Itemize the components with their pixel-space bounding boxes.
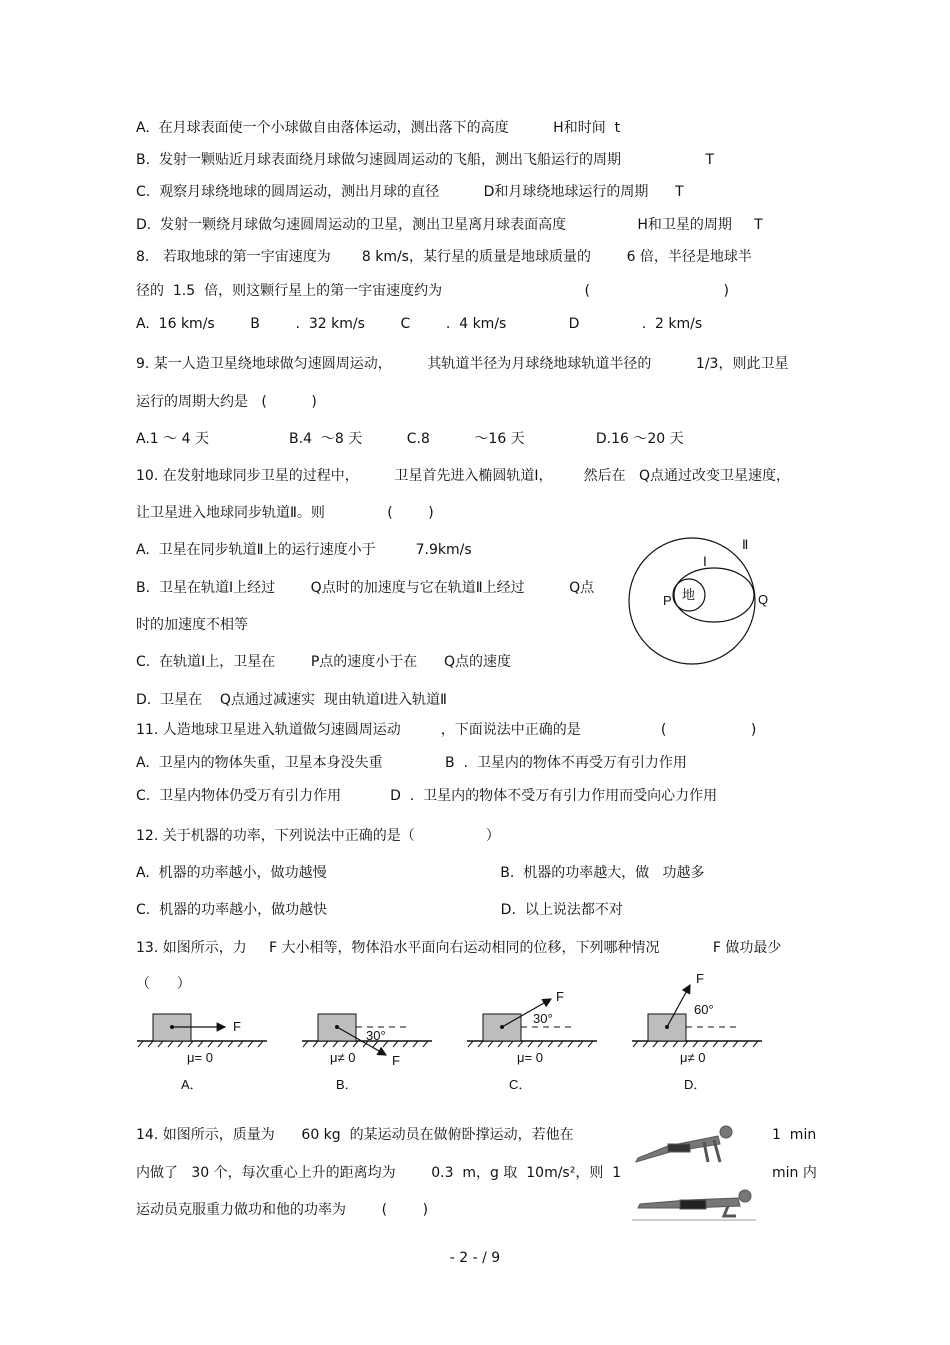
force-figure-d [628,965,768,1095]
point-q-label: Q [758,592,769,607]
athlete-up [636,1126,732,1162]
orbit-1-label: Ⅰ [703,554,707,569]
q14-right-2: min 内 [772,1165,817,1181]
q11-options-cd: C. 卫星内物体仍受万有引力作用 D . 卫星内的物体不受万有引力作用而受向心力作用 [136,788,718,804]
option-label: A． [181,1077,203,1092]
q12-options-ab: A. 机器的功率越小，做功越慢 B. 机器的功率越大，做 功越多 [136,865,705,881]
q10-stem-1: 10. 在发射地球同步卫星的过程中， 卫星首先进入椭圆轨道Ⅰ， 然后在 Q点通过改变卫星速度， [136,468,790,484]
q14-right-1: 1 min [772,1127,817,1143]
q10-option-c: C. 在轨道Ⅰ上，卫星在 P点的速度小于在 Q点的速度 [136,654,512,670]
q7-option-d: D. 发射一颗绕月球做匀速圆周运动的卫星，测出卫星离月球表面高度 H和卫星的周期 T [136,217,763,233]
point-p-label: P [663,593,672,608]
q7-option-c: C. 观察月球绕地球的圆周运动，测出月球的直径 D和月球绕地球运行的周期 T [136,184,684,200]
angle-label: 30° [366,1028,386,1043]
q10-option-b-cont: 时的加速度不相等 [136,617,248,633]
angle-label: 60° [694,1002,714,1017]
force-label: F [392,1053,400,1068]
orbit-diagram [620,528,790,668]
athlete-down [632,1190,756,1220]
mu-label: μ≠ 0 [330,1050,356,1065]
q7-option-b: B. 发射一颗贴近月球表面绕月球做匀速圆周运动的飞船，测出飞船运行的周期 T [136,152,715,168]
angle-label: 30° [533,1011,553,1026]
q14-stem-2: 内做了 30 个，每次重心上升的距离均为 0.3 m，g 取 10m/s²，则 1 [136,1165,622,1181]
mu-label: μ= 0 [517,1050,543,1065]
force-figure-b [298,995,438,1095]
earth-label: 地 [682,587,696,602]
q10-option-b: B. 卫星在轨道Ⅰ上经过 Q点时的加速度与它在轨道Ⅱ上经过 Q点 [136,580,595,596]
q12-options-cd: C. 机器的功率越小，做功越快 D. 以上说法都不对 [136,902,623,918]
mu-label: μ= 0 [187,1050,213,1065]
q9-stem-2: 运行的周期大约是 ( ) [136,394,317,410]
q12-stem: 12. 关于机器的功率，下列说法中正确的是（ ） [136,828,500,844]
q10-option-a: A. 卫星在同步轨道Ⅱ上的运行速度小于 7.9km/s [136,542,472,558]
q14-stem-3: 运动员克服重力做功和他的功率为 ( ) [136,1202,429,1218]
q10-option-d: D. 卫星在 Q点通过减速实 现由轨道Ⅰ进入轨道Ⅱ [136,692,447,708]
orbit-2-label: Ⅱ [742,537,749,552]
force-label: F [233,1019,241,1034]
mu-label: μ≠ 0 [680,1050,706,1065]
q9-options: A.1 ～ 4 天 B.4 ～8 天 C.8 ～16 天 D.16 ～20 天 [136,431,684,447]
q8-stem-1: 8. 若取地球的第一宇宙速度为 8 km/s，某行星的质量是地球质量的 6 倍，半径是地球半 [136,249,752,265]
option-label: D． [684,1077,707,1092]
q13-stem: 13. 如图所示，力 F 大小相等，物体沿水平面向右运动相同的位移，下列哪种情况 F 做功最少 [136,940,782,956]
q8-stem-2: 径的 1.5 倍，则这颗行星上的第一宇宙速度约为 ( ) [136,283,729,299]
q7-option-a: A. 在月球表面使一个小球做自由落体运动，测出落下的高度 H和时间 t [136,120,621,136]
pushup-image [628,1122,763,1222]
q10-stem-2: 让卫星进入地球同步轨道Ⅱ。则 ( ) [136,505,434,521]
force-label: F [556,989,564,1004]
q13-bracket: （ ） [136,976,191,992]
page-number: - 2 - / 9 [449,1250,501,1266]
q8-options: A. 16 km/s B . 32 km/s C . 4 km/s D . 2 km/s [136,316,703,332]
q11-options-ab: A. 卫星内的物体失重，卫星本身没失重 B . 卫星内的物体不再受万有引力作用 [136,755,687,771]
force-label: F [696,971,704,986]
q11-stem: 11. 人造地球卫星进入轨道做匀速圆周运动 ，下面说法中正确的是 ( ) [136,722,757,738]
option-label: C． [509,1077,532,1092]
q9-stem-1: 9. 某一人造卫星绕地球做匀速圆周运动， 其轨道半径为月球绕地球轨道半径的 1/3，则此卫星 [136,356,789,372]
q14-stem-1: 14. 如图所示，质量为 60 kg 的某运动员在做俯卧撑运动，若他在 [136,1127,574,1143]
option-label: B． [336,1077,358,1092]
force-figure-c [463,985,603,1095]
force-figure-a [133,995,273,1095]
